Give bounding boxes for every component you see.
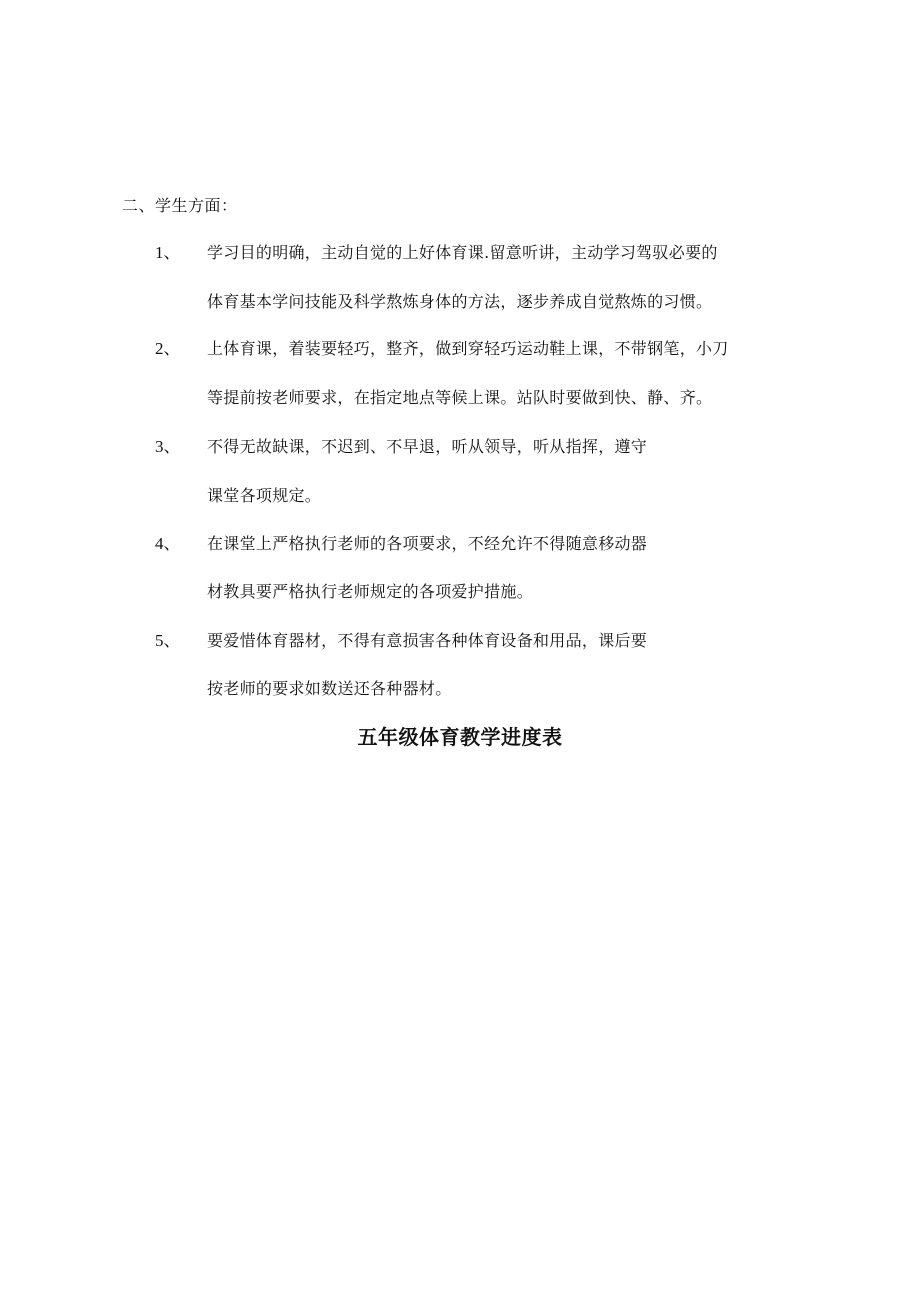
item-5-line-1: 要爱惜体育器材，不得有意损害各种体育设备和用品，课后要 [207, 631, 648, 650]
item-1-number: 1、 [155, 243, 181, 262]
item-3-number: 3、 [155, 437, 181, 456]
item-2-line-1: 上体育课，着装要轻巧，整齐，做到穿轻巧运动鞋上课，不带钢笔，小刀 [207, 339, 729, 358]
item-2-line-2: 等提前按老师要求，在指定地点等候上课。站队时要做到快、静、齐。 [207, 388, 713, 407]
document-title: 五年级体育教学进度表 [357, 725, 563, 749]
item-4-number: 4、 [155, 534, 181, 553]
item-3-line-1: 不得无故缺课，不迟到、不早退，听从领导，听从指挥，遵守 [207, 437, 648, 456]
item-4-line-1: 在课堂上严格执行老师的各项要求，不经允许不得随意移动器 [207, 534, 648, 553]
item-1-line-2: 体育基本学问技能及科学熬炼身体的方法，逐步养成自觉熬炼的习惯。 [207, 292, 713, 311]
item-5-number: 5、 [155, 631, 181, 650]
item-1-line-1: 学习目的明确，主动自觉的上好体育课.留意听讲，主动学习驾驭必要的 [207, 243, 718, 262]
item-2-number: 2、 [155, 339, 181, 358]
item-5-line-2: 按老师的要求如数送还各种器材。 [207, 679, 452, 698]
item-4-line-2: 材教具要严格执行老师规定的各项爱护措施。 [207, 582, 534, 601]
item-3-line-2: 课堂各项规定。 [207, 486, 322, 505]
section-heading: 二、学生方面： [122, 196, 238, 215]
